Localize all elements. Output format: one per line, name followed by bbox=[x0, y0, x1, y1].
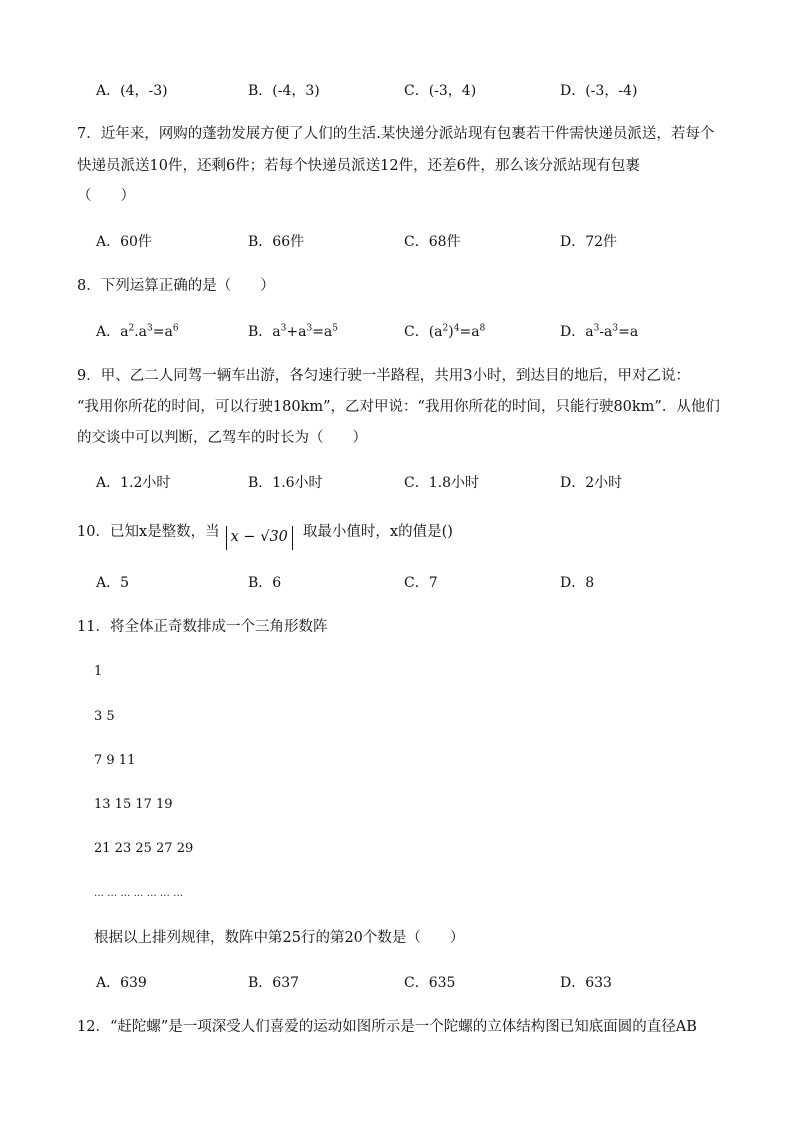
q7-option-d: D．72件 bbox=[560, 234, 618, 250]
q10-option-d: D．8 bbox=[560, 575, 595, 591]
q11-row-4: 13 15 17 19 bbox=[94, 797, 173, 812]
q11-row-2: 3 5 bbox=[94, 709, 115, 724]
q8-option-a: A．$a^2.a^3=a^6$ bbox=[96, 323, 179, 340]
q7-options bbox=[96, 232, 736, 252]
q11-row-ellipsis: … … … … … … … bbox=[94, 888, 184, 899]
q7-option-b: B．66件 bbox=[248, 234, 305, 250]
q7-text-line1: 7．近年来，网购的蓬勃发展方便了人们的生活.某快递分派站现有包裹若干件需快递员派送，若每个 bbox=[77, 126, 715, 142]
q6-option-c: C．(-3，4) bbox=[404, 83, 477, 99]
q8-option-c: C．$(a^2)^4=a^8$ bbox=[404, 323, 486, 340]
q12-text: 12．“赶陀螺”是一项深受人们喜爱的运动如图所示是一个陀螺的立体结构图已知底面圆的直径AB bbox=[77, 1019, 697, 1035]
q7-answer-blank: （ ） bbox=[77, 188, 135, 204]
q10-text bbox=[77, 522, 453, 550]
q9-option-a: A．1.2小时 bbox=[96, 475, 171, 491]
q8-text: 8．下列运算正确的是（ ） bbox=[77, 278, 275, 294]
q10-option-a: A．5 bbox=[96, 575, 130, 591]
q10-text-after: 取最小值时，x的值是() bbox=[302, 524, 453, 540]
q6-options bbox=[96, 81, 736, 101]
q7-option-c: C．68件 bbox=[404, 234, 461, 250]
q8-option-b: B．$a^3+a^3=a^5$ bbox=[248, 323, 338, 340]
q9-options bbox=[96, 473, 736, 493]
q11-text: 11．将全体正奇数排成一个三角形数阵 bbox=[77, 619, 328, 635]
q6-option-d: D．(-3，-4) bbox=[560, 83, 638, 99]
q9-option-b: B．1.6小时 bbox=[248, 475, 323, 491]
q6-option-a: A．(4，-3) bbox=[96, 83, 168, 99]
q11-option-c: C．635 bbox=[404, 975, 456, 991]
q10-text-before: 10．已知x是整数，当 bbox=[77, 524, 220, 540]
q9-text-line3: 的交谈中可以判断，乙驾车的时长为（ ） bbox=[77, 430, 367, 446]
q6-option-b: B．(-4，3) bbox=[248, 83, 320, 99]
q11-row-5: 21 23 25 27 29 bbox=[94, 841, 194, 856]
q11-option-d: D．633 bbox=[560, 975, 612, 991]
q9-text-line1: 9．甲、乙二人同驾一辆车出游，各匀速行驶一半路程，共用3小时，到达目的地后，甲对乙说： bbox=[77, 368, 690, 384]
q11-row-3: 7 9 11 bbox=[94, 753, 136, 768]
q10-option-c: C．7 bbox=[404, 575, 438, 591]
abs-value-expression: x − √30 bbox=[226, 526, 293, 550]
q9-option-c: C．1.8小时 bbox=[404, 475, 479, 491]
q11-options bbox=[96, 973, 736, 993]
q11-question: 根据以上排列规律，数阵中第25行的第20个数是（ ） bbox=[94, 930, 465, 946]
q11-option-a: A．639 bbox=[96, 975, 147, 991]
q11-row-1: 1 bbox=[94, 664, 103, 679]
q9-option-d: D．2小时 bbox=[560, 475, 623, 491]
q10-option-b: B．6 bbox=[248, 575, 282, 591]
q9-text-line2: “我用你所花的时间，可以行驶180km”，乙对甲说：“我用你所花的时间，只能行驶80km”．从他们 bbox=[77, 399, 720, 415]
q8-option-d: D．$a^3-a^3=a$ bbox=[560, 323, 639, 340]
q10-options bbox=[96, 573, 736, 593]
q7-text-line2: 快递员派送10件，还剩6件；若每个快递员派送12件，还差6件，那么该分派站现有包裹 bbox=[77, 158, 640, 174]
q7-option-a: A．60件 bbox=[96, 234, 152, 250]
q11-option-b: B．637 bbox=[248, 975, 300, 991]
q8-options bbox=[96, 322, 736, 342]
